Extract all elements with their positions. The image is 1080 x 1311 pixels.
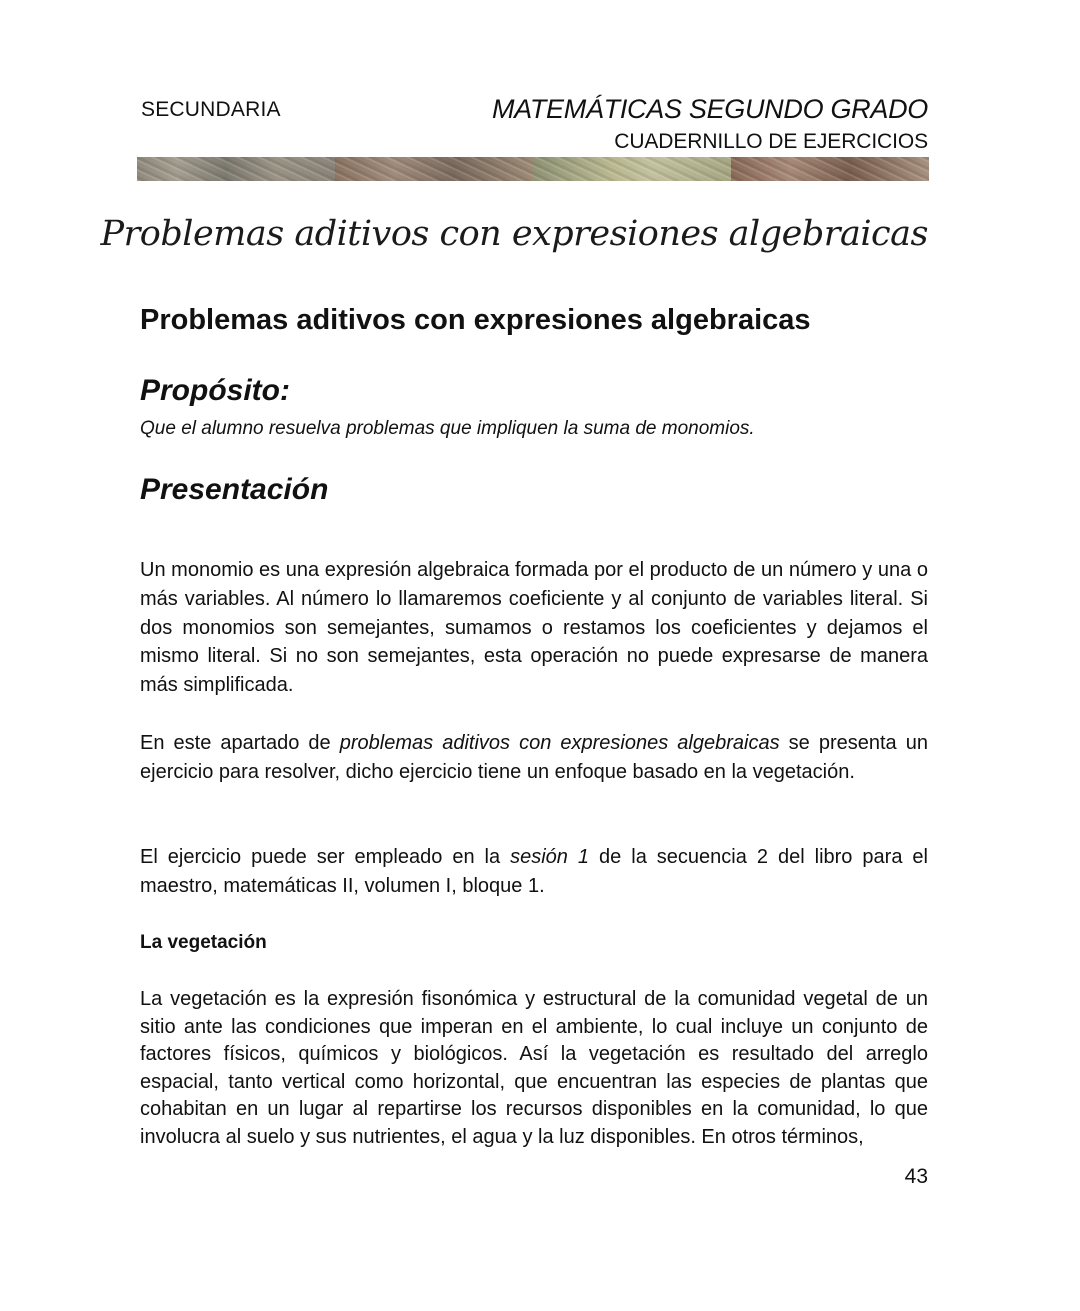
header-book-subtitle: CUADERNILLO DE EJERCICIOS: [614, 130, 928, 153]
page-number: 43: [904, 1165, 928, 1188]
header-level-label: SECUNDARIA: [141, 98, 281, 121]
section-title: Problemas aditivos con expresiones algebraicas: [140, 304, 811, 336]
vegetacion-heading: La vegetación: [140, 932, 267, 953]
proposito-heading: Propósito:: [140, 374, 290, 407]
presentacion-paragraph-2: [140, 729, 928, 787]
emphasis-text: problemas aditivos con expresiones algebraicas: [339, 732, 780, 754]
text-run: de la secuencia 2 del libro para el maestro, matemáticas II, volumen I, bloque 1.: [140, 846, 928, 897]
emphasis-text: sesión 1: [510, 846, 590, 868]
presentacion-heading: Presentación: [140, 473, 329, 506]
text-run: se presenta un ejercicio para resolver, dicho ejercicio tiene un enfoque basado en la vegetación.: [140, 732, 928, 783]
vegetacion-paragraph: La vegetación es la expresión fisonómica y estructural de la comunidad vegetal de un sitio ante las condiciones que imperan en el ambiente, lo cual incluye un conjunto de factores físicos, químicos y biológicos. Así la vegetación es resultado del arreglo espacial, tanto vertical como horizontal, que encuentran las especies de plantas que cohabitan en un lugar al repartirse los recursos disponibles en la comunidad, lo que involucra al suelo y sus nutrientes, el agua y la luz disponibles. En otros términos,: [140, 988, 928, 1148]
presentacion-paragraph-1: Un monomio es una expresión algebraica formada por el producto de un número y una o más variables. Al número lo llamaremos coeficiente y al conjunto de variables literal. Si dos monomios son semejantes, sumamos o restamos los coeficientes y dejamos el mismo literal. Si no son semejantes, esta operación no puede expresarse de manera más simplificada.: [140, 559, 928, 697]
header-book-title: MATEMÁTICAS SEGUNDO GRADO: [491, 94, 928, 124]
texture-overlay: [137, 157, 929, 181]
text-run: El ejercicio puede ser empleado en la: [140, 846, 511, 868]
text-run: En este apartado de: [140, 732, 340, 754]
presentacion-paragraph-3: [140, 843, 928, 901]
proposito-text: Que el alumno resuelva problemas que impliquen la suma de monomios.: [140, 418, 755, 439]
chapter-title: Problemas aditivos con expresiones algebraicas: [100, 214, 928, 254]
